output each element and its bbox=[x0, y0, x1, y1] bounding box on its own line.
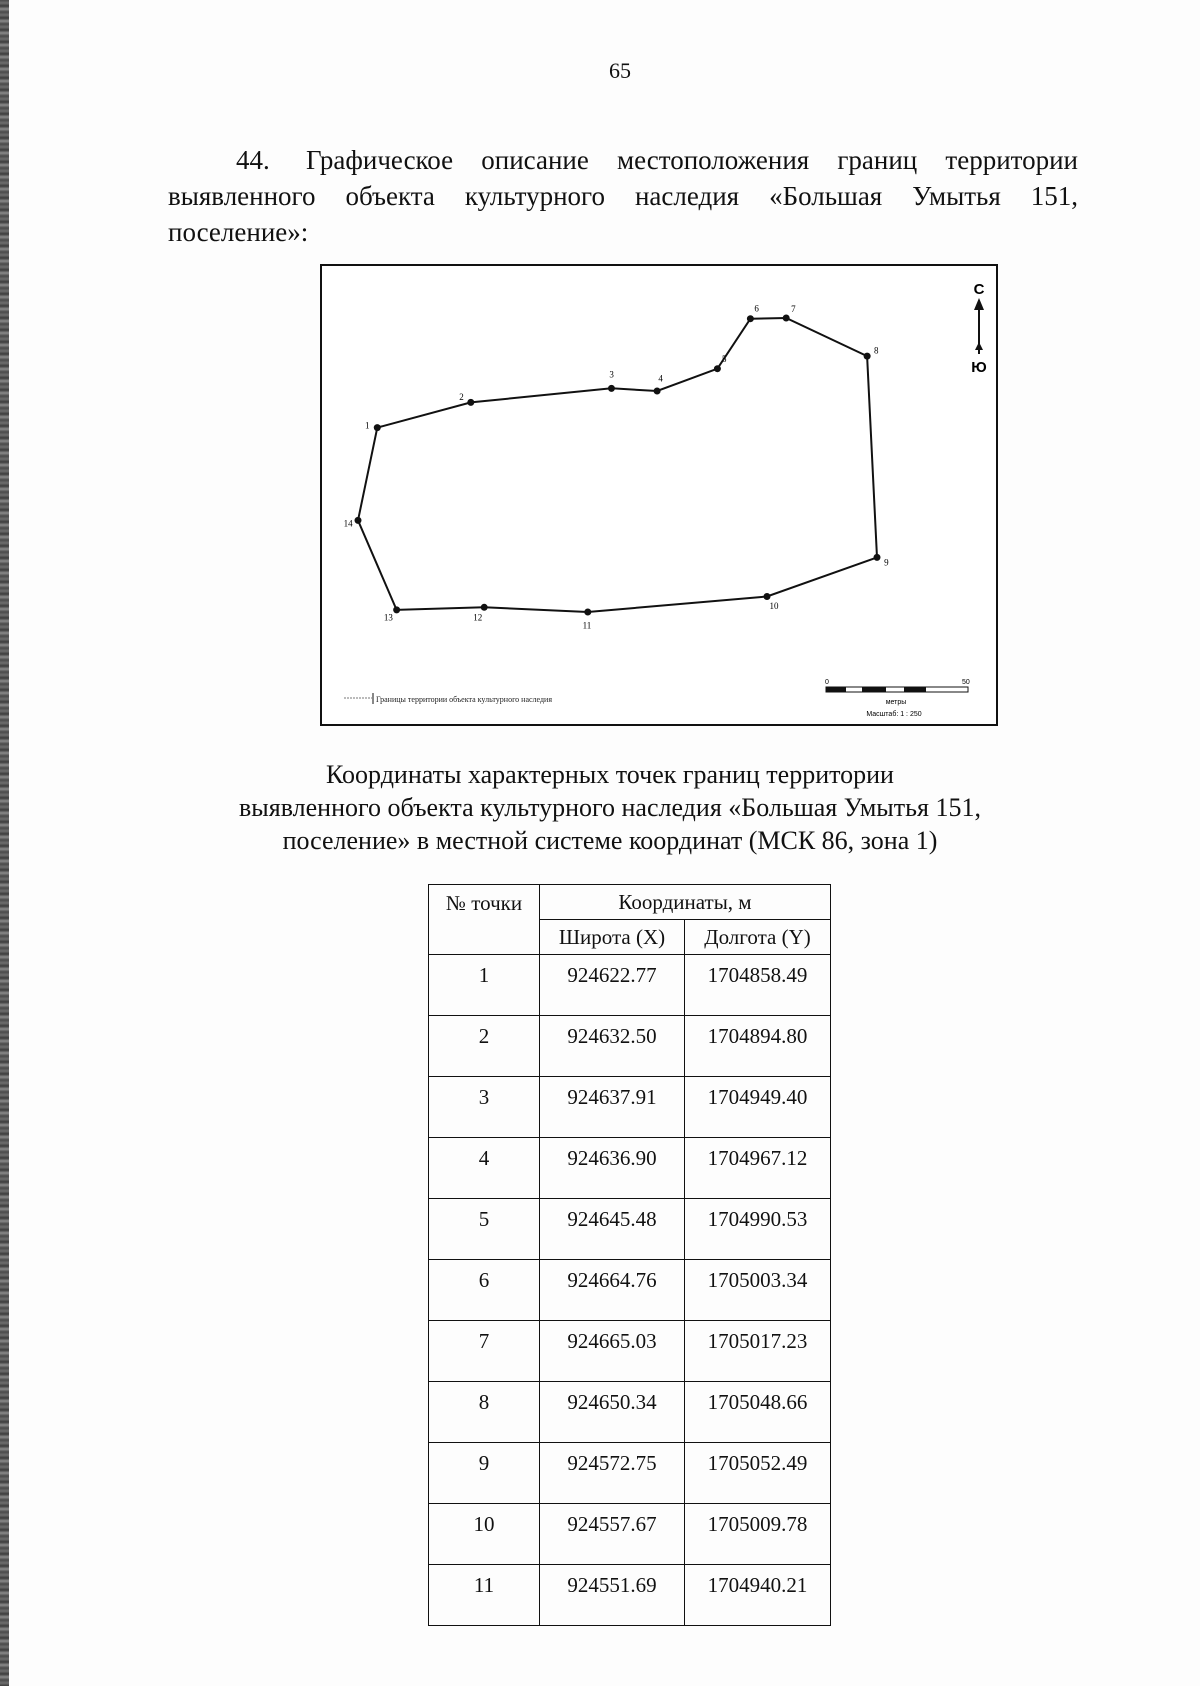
boundary-point-label: 6 bbox=[754, 303, 759, 314]
boundary-point bbox=[874, 554, 881, 561]
coordinates-title bbox=[170, 758, 1050, 857]
boundary-map bbox=[320, 264, 998, 726]
legend-text: Границы территории объекта культурного наследия bbox=[376, 695, 553, 704]
cell-point-number: 4 bbox=[429, 1138, 540, 1199]
section-heading bbox=[168, 142, 1078, 250]
cell-longitude: 1705009.78 bbox=[685, 1504, 831, 1565]
map-legend bbox=[344, 693, 552, 704]
boundary-point-label: 4 bbox=[658, 373, 663, 384]
table-row bbox=[429, 1565, 831, 1626]
cell-point-number: 5 bbox=[429, 1199, 540, 1260]
coordinates-title-line: выявленного объекта культурного наследия «Большая Умытья 151, bbox=[239, 793, 981, 822]
cell-latitude: 924557.67 bbox=[540, 1504, 685, 1565]
boundary-point-label: 12 bbox=[473, 612, 483, 623]
boundary-point-label: 5 bbox=[721, 353, 727, 364]
scale-bar-segment bbox=[826, 687, 846, 692]
cell-latitude: 924650.34 bbox=[540, 1382, 685, 1443]
boundary-polygon bbox=[358, 318, 877, 612]
header-latitude: Широта (X) bbox=[540, 920, 685, 955]
boundary-point-label: 13 bbox=[383, 612, 393, 623]
cell-longitude: 1705048.66 bbox=[685, 1382, 831, 1443]
boundary-point bbox=[608, 385, 615, 392]
header-point-number: № точки bbox=[429, 885, 540, 955]
header-longitude: Долгота (Y) bbox=[685, 920, 831, 955]
scale-bar-segment bbox=[862, 687, 886, 692]
header-coordinates: Координаты, м bbox=[540, 885, 831, 920]
table-row bbox=[429, 1443, 831, 1504]
section-heading-text: Графическое описание местоположения границ территории выявленного объекта культурного наследия «Большая Умытья 151, поселение»: bbox=[168, 145, 1078, 247]
coordinates-title-line: поселение» в местной системе координат (МСК 86, зона 1) bbox=[282, 826, 938, 855]
page-number: 65 bbox=[609, 58, 631, 83]
cell-point-number: 3 bbox=[429, 1077, 540, 1138]
boundary-point bbox=[481, 604, 488, 611]
cell-latitude: 924637.91 bbox=[540, 1077, 685, 1138]
north-label: С bbox=[973, 281, 985, 298]
coordinates-table bbox=[428, 884, 831, 1626]
boundary-point-label: 14 bbox=[343, 518, 353, 529]
boundary-point bbox=[584, 609, 591, 616]
cell-longitude: 1704894.80 bbox=[685, 1016, 831, 1077]
boundary-point bbox=[393, 606, 400, 613]
section-number: 44. bbox=[236, 145, 270, 175]
cell-point-number: 8 bbox=[429, 1382, 540, 1443]
table-row bbox=[429, 1260, 831, 1321]
cell-point-number: 7 bbox=[429, 1321, 540, 1382]
cell-longitude: 1705017.23 bbox=[685, 1321, 831, 1382]
cell-longitude: 1704990.53 bbox=[685, 1199, 831, 1260]
boundary-point bbox=[467, 399, 474, 406]
north-arrow-head bbox=[974, 298, 984, 310]
boundary-point bbox=[763, 593, 770, 600]
table-row bbox=[429, 1077, 831, 1138]
scale-bar-segment bbox=[904, 687, 926, 692]
boundary-point bbox=[783, 315, 790, 322]
boundary-point-label: 1 bbox=[364, 420, 370, 431]
cell-longitude: 1705052.49 bbox=[685, 1443, 831, 1504]
cell-longitude: 1704940.21 bbox=[685, 1565, 831, 1626]
boundary-point-label: 2 bbox=[459, 392, 464, 403]
boundary-point bbox=[374, 424, 381, 431]
scale-start-label: 0 bbox=[825, 679, 829, 686]
cell-point-number: 10 bbox=[429, 1504, 540, 1565]
cell-longitude: 1705003.34 bbox=[685, 1260, 831, 1321]
south-label: Ю bbox=[971, 359, 987, 376]
cell-longitude: 1704967.12 bbox=[685, 1138, 831, 1199]
scale-unit-label: метры bbox=[885, 699, 907, 706]
cell-latitude: 924551.69 bbox=[540, 1565, 685, 1626]
boundary-point bbox=[747, 315, 754, 322]
cell-latitude: 924645.48 bbox=[540, 1199, 685, 1260]
coordinates-title-line: Координаты характерных точек границ территории bbox=[326, 760, 894, 789]
table-row bbox=[429, 955, 831, 1016]
scale-bar bbox=[825, 679, 970, 718]
scale-ratio-label: Масштаб: 1 : 250 bbox=[866, 711, 922, 718]
boundary-point-label: 10 bbox=[769, 601, 779, 611]
north-arrow bbox=[971, 281, 986, 376]
boundary-point-label: 3 bbox=[609, 369, 614, 380]
boundary-point-label: 7 bbox=[791, 303, 796, 314]
boundary-point bbox=[864, 353, 871, 360]
cell-latitude: 924632.50 bbox=[540, 1016, 685, 1077]
boundary-point bbox=[654, 387, 661, 394]
cell-point-number: 2 bbox=[429, 1016, 540, 1077]
boundary-point bbox=[355, 517, 362, 524]
cell-latitude: 924622.77 bbox=[540, 955, 685, 1016]
scan-edge bbox=[0, 0, 9, 1686]
table-row bbox=[429, 1199, 831, 1260]
north-arrow-tail bbox=[975, 342, 983, 350]
table-row bbox=[429, 1016, 831, 1077]
table-row bbox=[429, 1504, 831, 1565]
scale-end-label: 50 bbox=[962, 679, 970, 686]
boundary-point-label: 8 bbox=[874, 345, 879, 356]
cell-point-number: 6 bbox=[429, 1260, 540, 1321]
table-row bbox=[429, 1321, 831, 1382]
cell-longitude: 1704858.49 bbox=[685, 955, 831, 1016]
boundary-point bbox=[714, 365, 721, 372]
cell-point-number: 11 bbox=[429, 1565, 540, 1626]
scale-bar-frame bbox=[826, 687, 968, 692]
cell-latitude: 924664.76 bbox=[540, 1260, 685, 1321]
cell-latitude: 924636.90 bbox=[540, 1138, 685, 1199]
coordinates-table-body bbox=[429, 955, 831, 1626]
boundary-point-label: 9 bbox=[884, 557, 889, 568]
cell-latitude: 924665.03 bbox=[540, 1321, 685, 1382]
cell-point-number: 1 bbox=[429, 955, 540, 1016]
table-row bbox=[429, 1138, 831, 1199]
boundary-map-canvas bbox=[322, 266, 996, 724]
cell-point-number: 9 bbox=[429, 1443, 540, 1504]
cell-latitude: 924572.75 bbox=[540, 1443, 685, 1504]
boundary-point-label: 11 bbox=[582, 620, 592, 631]
table-row bbox=[429, 1382, 831, 1443]
cell-longitude: 1704949.40 bbox=[685, 1077, 831, 1138]
